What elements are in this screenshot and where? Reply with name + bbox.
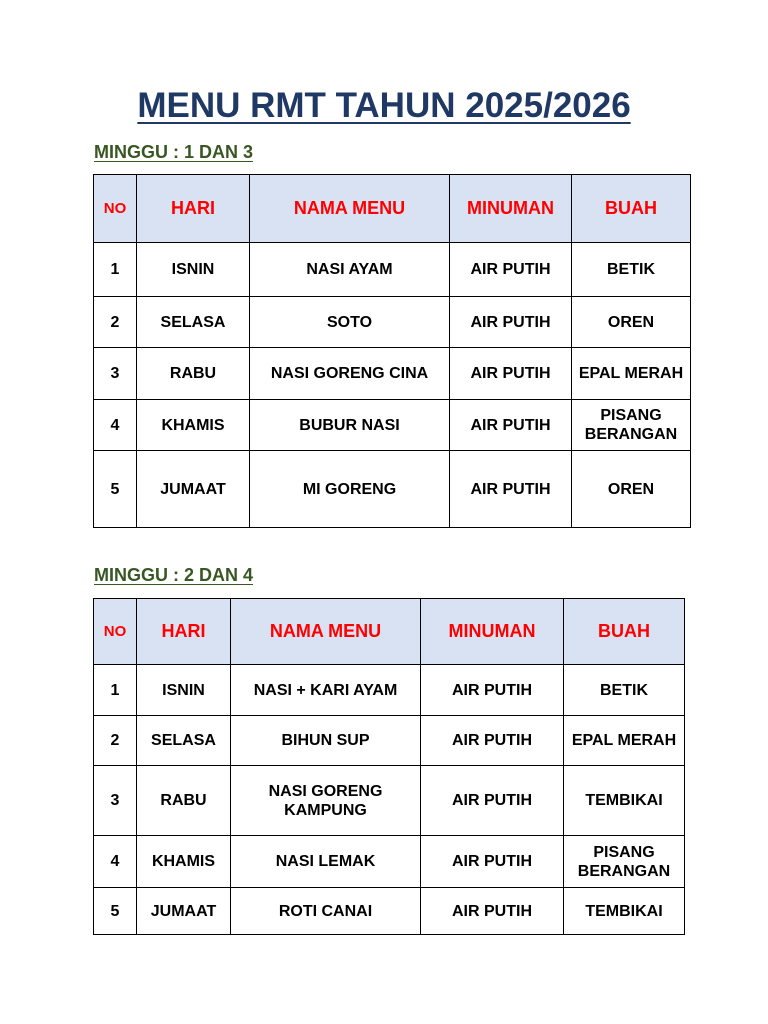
cell-hari: JUMAAT xyxy=(137,451,250,528)
header-nama-menu: NAMA MENU xyxy=(231,599,421,665)
page-title xyxy=(0,86,768,126)
cell-hari: KHAMIS xyxy=(137,836,231,888)
cell-minuman: AIR PUTIH xyxy=(450,348,572,400)
cell-buah: PISANG BERANGAN xyxy=(572,400,691,451)
header-hari: HARI xyxy=(137,599,231,665)
cell-no: 1 xyxy=(94,243,137,297)
cell-hari: RABU xyxy=(137,766,231,836)
cell-minuman: AIR PUTIH xyxy=(450,451,572,528)
cell-menu: NASI GORENG KAMPUNG xyxy=(231,766,421,836)
menu-table-week-1-3 xyxy=(93,174,691,528)
header-buah: BUAH xyxy=(564,599,685,665)
table-row xyxy=(94,716,685,766)
cell-buah: BETIK xyxy=(572,243,691,297)
cell-minuman: AIR PUTIH xyxy=(450,400,572,451)
cell-menu: NASI GORENG CINA xyxy=(250,348,450,400)
cell-buah: PISANG BERANGAN xyxy=(564,836,685,888)
table-row xyxy=(94,888,685,935)
table-row xyxy=(94,297,691,348)
table-row xyxy=(94,766,685,836)
cell-no: 4 xyxy=(94,400,137,451)
week-label-2-4: MINGGU : 2 DAN 4 xyxy=(94,565,254,585)
cell-buah: BETIK xyxy=(564,665,685,716)
cell-menu: SOTO xyxy=(250,297,450,348)
cell-no: 2 xyxy=(94,716,137,766)
table-row xyxy=(94,451,691,528)
cell-menu: BUBUR NASI xyxy=(250,400,450,451)
cell-hari: ISNIN xyxy=(137,665,231,716)
cell-buah: EPAL MERAH xyxy=(572,348,691,400)
menu-table-week-2-4 xyxy=(93,598,685,935)
week-label-1-3: MINGGU : 1 DAN 3 xyxy=(94,142,254,162)
cell-minuman: AIR PUTIH xyxy=(450,243,572,297)
page-title-text: MENU RMT TAHUN 2025/2026 xyxy=(137,86,631,125)
table-row xyxy=(94,243,691,297)
cell-minuman: AIR PUTIH xyxy=(421,766,564,836)
cell-no: 5 xyxy=(94,888,137,935)
cell-minuman: AIR PUTIH xyxy=(450,297,572,348)
cell-menu: BIHUN SUP xyxy=(231,716,421,766)
table-header-row xyxy=(94,175,691,243)
cell-menu: NASI AYAM xyxy=(250,243,450,297)
header-nama-menu: NAMA MENU xyxy=(250,175,450,243)
cell-hari: KHAMIS xyxy=(137,400,250,451)
cell-no: 4 xyxy=(94,836,137,888)
cell-buah: TEMBIKAI xyxy=(564,888,685,935)
cell-buah: OREN xyxy=(572,297,691,348)
cell-minuman: AIR PUTIH xyxy=(421,665,564,716)
cell-menu: NASI + KARI AYAM xyxy=(231,665,421,716)
table-row xyxy=(94,665,685,716)
header-minuman: MINUMAN xyxy=(421,599,564,665)
cell-hari: JUMAAT xyxy=(137,888,231,935)
table-row xyxy=(94,400,691,451)
cell-menu: ROTI CANAI xyxy=(231,888,421,935)
header-no: NO xyxy=(94,175,137,243)
cell-no: 3 xyxy=(94,766,137,836)
cell-minuman: AIR PUTIH xyxy=(421,716,564,766)
header-no: NO xyxy=(94,599,137,665)
header-hari: HARI xyxy=(137,175,250,243)
table-header-row xyxy=(94,599,685,665)
cell-hari: SELASA xyxy=(137,297,250,348)
cell-buah: EPAL MERAH xyxy=(564,716,685,766)
cell-no: 5 xyxy=(94,451,137,528)
cell-hari: RABU xyxy=(137,348,250,400)
header-buah: BUAH xyxy=(572,175,691,243)
cell-menu: MI GORENG xyxy=(250,451,450,528)
cell-buah: TEMBIKAI xyxy=(564,766,685,836)
table-row xyxy=(94,348,691,400)
cell-menu: NASI LEMAK xyxy=(231,836,421,888)
cell-buah: OREN xyxy=(572,451,691,528)
cell-no: 3 xyxy=(94,348,137,400)
cell-minuman: AIR PUTIH xyxy=(421,888,564,935)
table-row xyxy=(94,836,685,888)
cell-hari: SELASA xyxy=(137,716,231,766)
cell-hari: ISNIN xyxy=(137,243,250,297)
cell-minuman: AIR PUTIH xyxy=(421,836,564,888)
cell-no: 2 xyxy=(94,297,137,348)
header-minuman: MINUMAN xyxy=(450,175,572,243)
cell-no: 1 xyxy=(94,665,137,716)
